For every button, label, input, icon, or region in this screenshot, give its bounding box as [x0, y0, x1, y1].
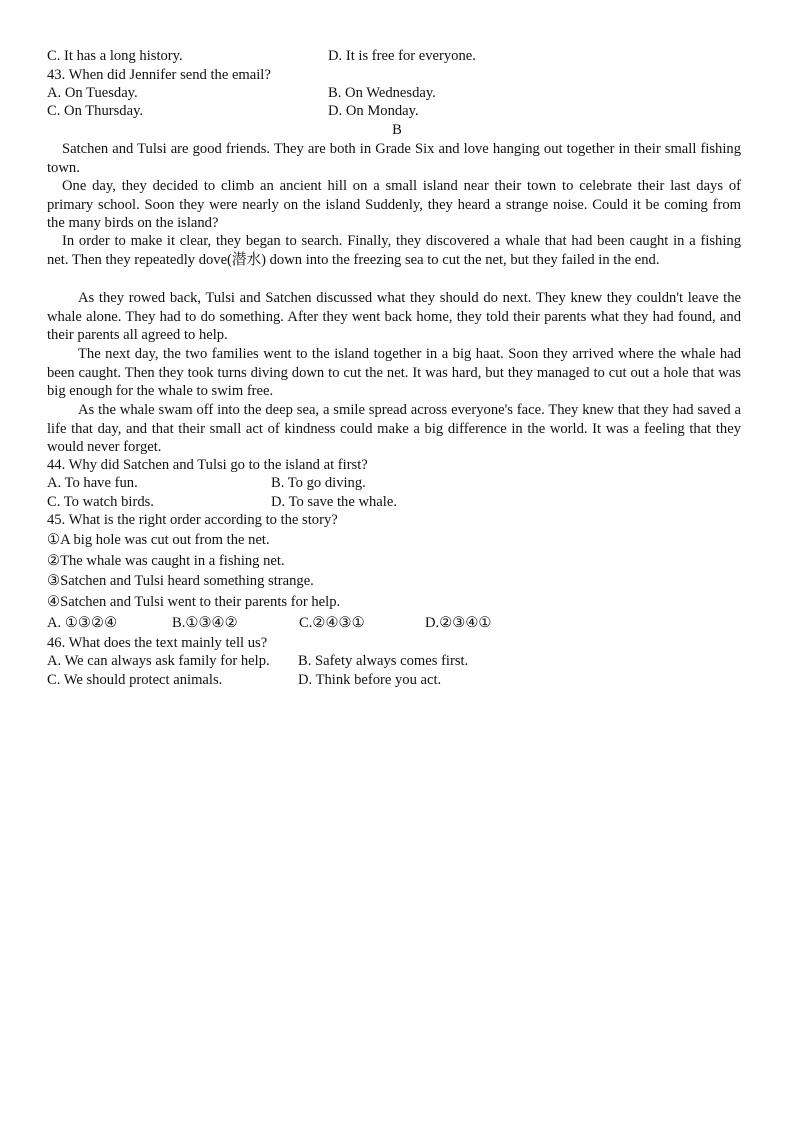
q43-options-row-2	[47, 102, 747, 121]
q43-option-d: D. On Monday.	[328, 103, 419, 119]
q45-event-1: ①A big hole was cut out from the net.	[47, 532, 270, 548]
section-heading: B	[392, 122, 402, 138]
q45-option-d: D.②③④①	[425, 615, 492, 631]
q46-option-c: C. We should protect animals.	[47, 672, 223, 688]
q42-options-row	[47, 47, 747, 66]
q45-event-4: ④Satchen and Tulsi went to their parents for help.	[47, 594, 341, 610]
q43-question: 43. When did Jennifer send the email?	[47, 67, 271, 83]
q43-option-c: C. On Thursday.	[47, 103, 144, 119]
q45-option-c: C.②④③①	[299, 615, 365, 631]
q44-question: 44. Why did Satchen and Tulsi go to the island at first?	[47, 457, 368, 473]
q46-options-row-1	[47, 652, 747, 671]
q45-question: 45. What is the right order according to the story?	[47, 512, 338, 528]
q43-option-b: B. On Wednesday.	[328, 85, 436, 101]
q46-option-d: D. Think before you act.	[298, 672, 442, 688]
q46-options-row-2	[47, 671, 747, 690]
q44-option-b: B. To go diving.	[271, 475, 366, 491]
q44-option-d: D. To save the whale.	[271, 494, 397, 510]
q45-option-b: B.①③④②	[172, 615, 238, 631]
q46-option-a: A. We can always ask family for help.	[47, 653, 270, 669]
q46-question: 46. What does the text mainly tell us?	[47, 635, 268, 651]
q42-option-d: D. It is free for everyone.	[328, 48, 476, 64]
q45-event-3: ③Satchen and Tulsi heard something strange.	[47, 573, 314, 589]
q42-option-c: C. It has a long history.	[47, 48, 183, 64]
q44-option-c: C. To watch birds.	[47, 494, 154, 510]
passage-paragraph: As the whale swam off into the deep sea, a smile spread across everyone's face. They knew that they had saved a life that day, and that their small act of kindness could make a big difference in the world. It was a feeling that they would never forget.	[47, 402, 741, 455]
passage-paragraph: As they rowed back, Tulsi and Satchen discussed what they should do next. They knew they couldn't leave the whale alone. They had to do something. After they went back home, they told their parents what they had found, and their parents all agreed to help.	[47, 290, 741, 343]
q45-options-row	[47, 614, 747, 633]
passage-paragraph: Satchen and Tulsi are good friends. They are both in Grade Six and love hanging out together in their small fishing town.	[47, 141, 741, 176]
passage-paragraph: In order to make it clear, they began to search. Finally, they discovered a whale that had been caught in a fishing net. Then they repeatedly dove(潜水) down into the freezing sea to cut the net, but they failed in the end.	[47, 233, 741, 268]
q45-event-2: ②The whale was caught in a fishing net.	[47, 553, 285, 569]
passage-paragraph: One day, they decided to climb an ancient hill on a small island near their town to celebrate their last days of primary school. Soon they were nearly on the island Suddenly, they heard a strange noise. Could it be coming from the many birds on the island?	[47, 178, 741, 231]
q46-option-b: B. Safety always comes first.	[298, 653, 469, 669]
q44-options-row-2	[47, 493, 747, 512]
q44-option-a: A. To have fun.	[47, 475, 138, 491]
q43-options-row-1	[47, 84, 747, 103]
q44-options-row-1	[47, 474, 747, 493]
q45-option-a: A. ①③②④	[47, 615, 118, 631]
q43-option-a: A. On Tuesday.	[47, 85, 138, 101]
passage-paragraph: The next day, the two families went to the island together in a big haat. Soon they arrived where the whale had been caught. Then they took turns diving down to cut the net. It was hard, but they managed to cut out a hole that was big enough for the whale to swim free.	[47, 346, 741, 399]
